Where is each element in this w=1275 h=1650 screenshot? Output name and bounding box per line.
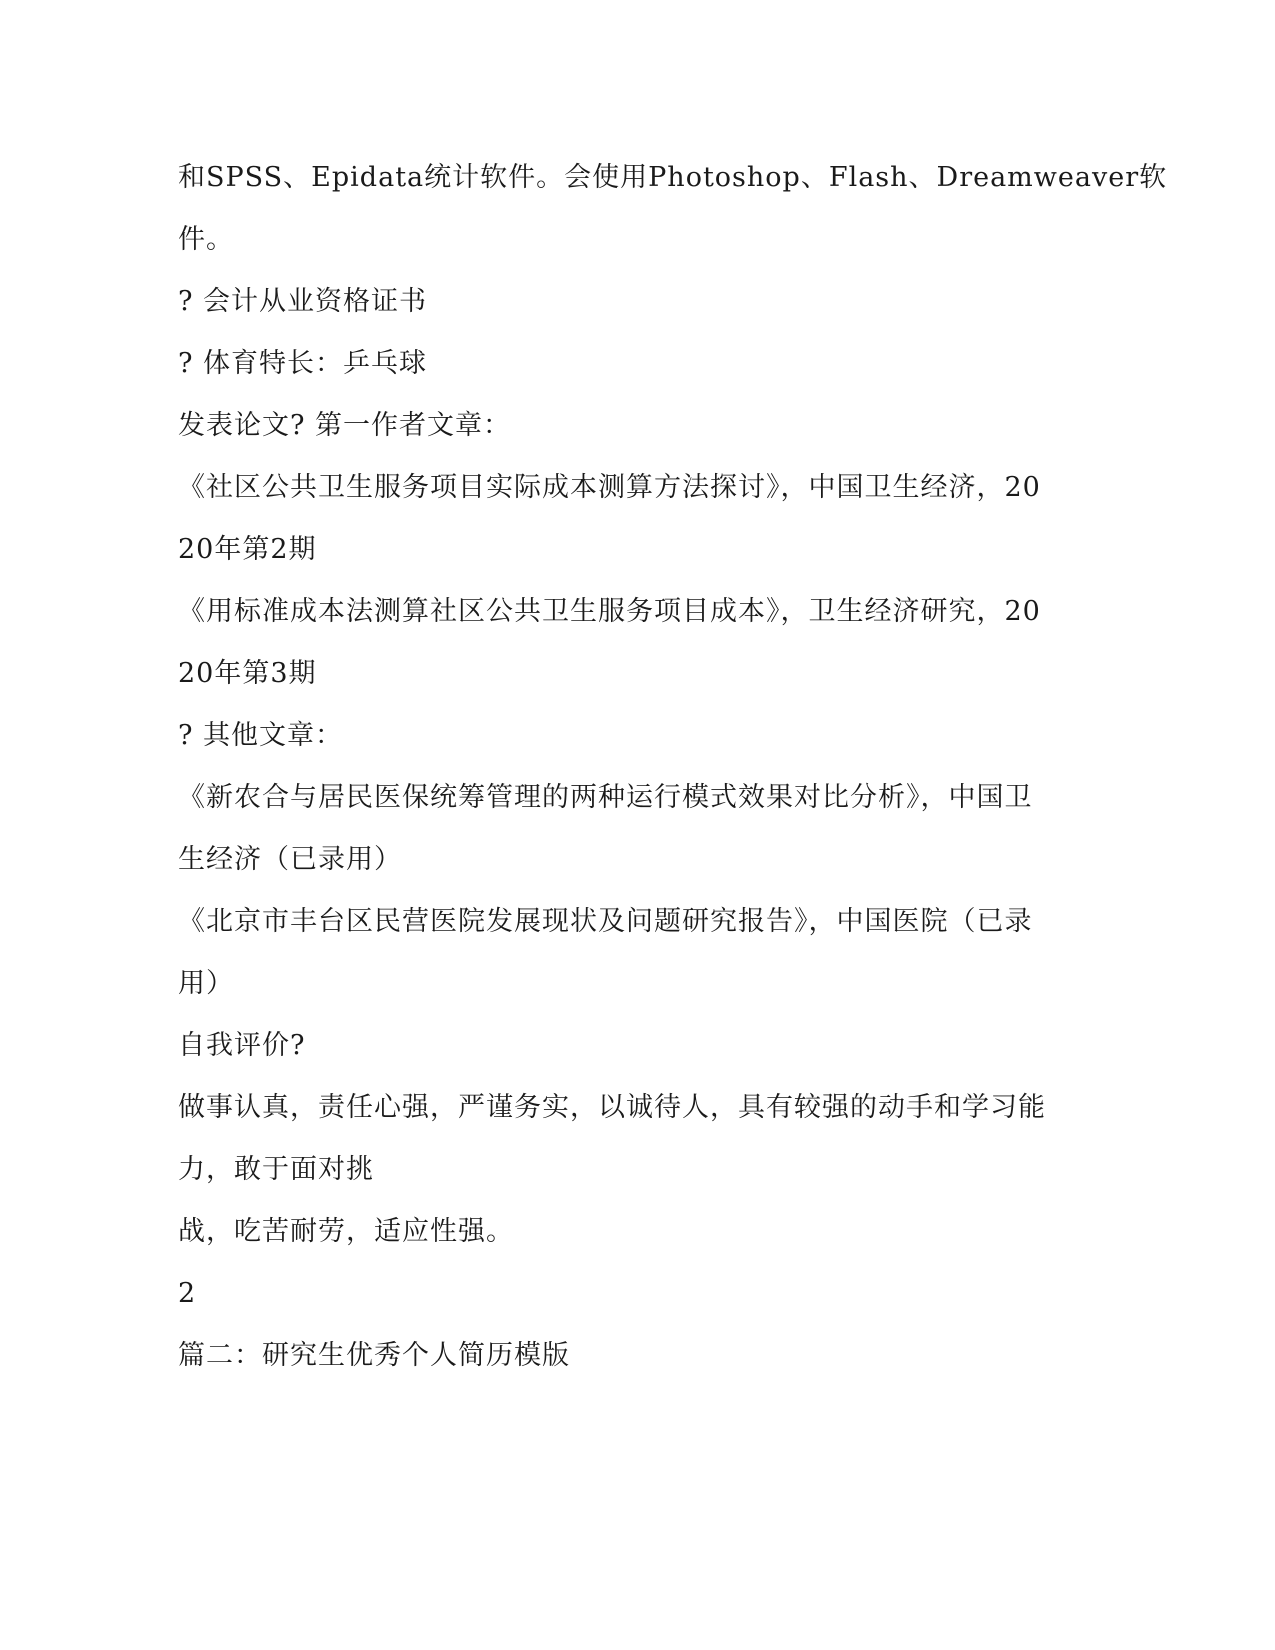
page-number: 2 (178, 1278, 197, 1309)
other-articles-heading: ? 其他文章： (178, 720, 344, 751)
self-evaluation-line-end: 战，吃苦耐劳，适应性强。 (178, 1216, 514, 1247)
sports-line: ? 体育特长：乒乓球 (178, 348, 428, 379)
paper-4-line-cont: 用） (178, 968, 234, 999)
paper-2-line-cont: 20年第3期 (178, 658, 317, 689)
publications-heading: 发表论文? 第一作者文章： (178, 410, 512, 441)
skills-software-line: 和SPSS、Epidata统计软件。会使用Photoshop、Flash、Dreamweaver软 (178, 162, 1168, 193)
self-evaluation-line-cont: 力，敢于面对挑 (178, 1154, 374, 1185)
paper-1-line: 《社区公共卫生服务项目实际成本测算方法探讨》，中国卫生经济，20 (178, 472, 1041, 503)
paper-3-line-cont: 生经济（已录用） (178, 844, 402, 875)
certificate-line: ? 会计从业资格证书 (178, 286, 428, 317)
paper-2-line: 《用标准成本法测算社区公共卫生服务项目成本》，卫生经济研究，20 (178, 596, 1041, 627)
self-evaluation-line: 做事认真，责任心强，严谨务实，以诚待人，具有较强的动手和学习能 (178, 1092, 1046, 1123)
paper-3-line: 《新农合与居民医保统筹管理的两种运行模式效果对比分析》，中国卫 (178, 782, 1033, 813)
skills-software-line-cont: 件。 (178, 224, 234, 255)
paper-4-line: 《北京市丰台区民营医院发展现状及问题研究报告》，中国医院（已录 (178, 906, 1033, 937)
self-evaluation-heading: 自我评价? (178, 1030, 306, 1061)
section-heading: 篇二：研究生优秀个人简历模版 (178, 1340, 570, 1371)
paper-1-line-cont: 20年第2期 (178, 534, 317, 565)
